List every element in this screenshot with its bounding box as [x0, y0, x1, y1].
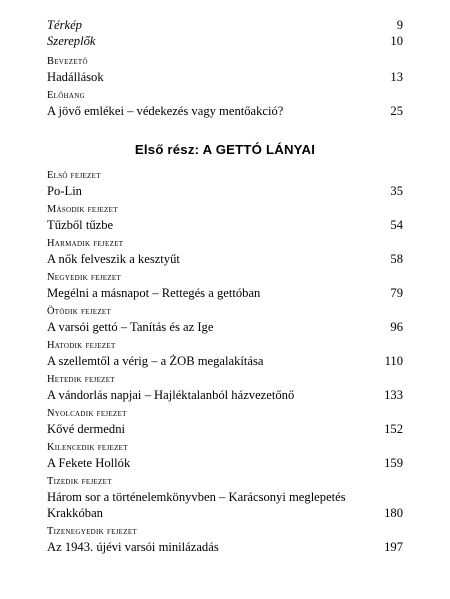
chapter-label: Nyolcadik fejezet	[47, 408, 127, 419]
section-label: Bevezető	[47, 56, 88, 67]
toc-entry-page: 25	[390, 104, 403, 118]
toc-entry-title: Szereplők	[47, 34, 96, 48]
toc-entry-title-line1: Három sor a történelemkönyvben – Karácsonyi meglepetés	[47, 490, 346, 504]
chapter-entry-2	[47, 203, 403, 233]
part-title: Első rész: A GETTÓ LÁNYAI	[134, 142, 316, 157]
chapter-label: Kilencedik fejezet	[47, 442, 128, 453]
toc-entry	[47, 319, 403, 335]
toc-entry	[47, 285, 403, 301]
chapter-entry-11	[47, 525, 403, 555]
toc-entry-page: 35	[390, 184, 403, 198]
chapter-entry-10	[47, 475, 403, 521]
chapter-entry-5	[47, 305, 403, 335]
toc-entry-title: A vándorlás napjai – Hajléktalanból házvezetőnő	[47, 388, 295, 402]
toc-entry-title-line2: Krakkóban	[47, 506, 103, 520]
chapter-entry-7	[47, 373, 403, 403]
toc-entry	[47, 505, 403, 521]
chapter-entry-3	[47, 237, 403, 267]
toc-block-intro	[47, 55, 403, 85]
chapter-entry-4	[47, 271, 403, 301]
toc-entry-title: Megélni a másnapot – Rettegés a gettóban	[47, 286, 261, 300]
chapter-label: Ötödik fejezet	[47, 306, 112, 317]
chapter-label: Első fejezet	[47, 170, 101, 181]
toc-entry-page: 10	[390, 34, 403, 48]
toc-entry	[47, 183, 403, 199]
chapter-label: Tizenegyedik fejezet	[47, 526, 137, 537]
toc-entry-characters	[47, 33, 403, 49]
toc-entry-title: Po-Lin	[47, 184, 82, 198]
toc-entry-page: 96	[390, 320, 403, 334]
toc-entry-page: 159	[384, 456, 403, 470]
toc-entry-page: 9	[396, 18, 403, 32]
toc-entry-page: 152	[384, 422, 403, 436]
chapter-entry-1	[47, 169, 403, 199]
toc-entry-title: Tűzből tűzbe	[47, 218, 114, 232]
chapter-entry-8	[47, 407, 403, 437]
chapter-label: Hatodik fejezet	[47, 340, 116, 351]
toc-entry	[47, 69, 403, 85]
chapter-entry-6	[47, 339, 403, 369]
toc-entry-page: 58	[390, 252, 403, 266]
toc-block-preface	[47, 89, 403, 119]
chapter-label: Harmadik fejezet	[47, 238, 124, 249]
chapter-label: Negyedik fejezet	[47, 272, 122, 283]
toc-entry-title: A szellemtől a vérig – a ŻOB megalakítása	[47, 354, 264, 368]
chapter-label: Tizedik fejezet	[47, 476, 112, 487]
toc-entry	[47, 421, 403, 437]
table-of-contents	[47, 17, 403, 555]
toc-entry-title: Térkép	[47, 18, 82, 32]
chapter-label: Hetedik fejezet	[47, 374, 115, 385]
toc-entry-page: 133	[384, 388, 403, 402]
toc-entry-map	[47, 17, 403, 33]
toc-entry	[47, 387, 403, 403]
section-label: Előhang	[47, 90, 85, 101]
chapter-label: Második fejezet	[47, 204, 118, 215]
toc-entry-title: Kővé dermedni	[47, 422, 125, 436]
toc-entry-title: A jövő emlékei – védekezés vagy mentőakció?	[47, 104, 284, 118]
toc-entry	[47, 539, 403, 555]
toc-entry-title: Az 1943. újévi varsói minilázadás	[47, 540, 219, 554]
toc-entry-title: A Fekete Hollók	[47, 456, 131, 470]
toc-entry-title: Hadállások	[47, 70, 104, 84]
chapter-entry-9	[47, 441, 403, 471]
toc-entry-page: 79	[390, 286, 403, 300]
toc-entry	[47, 455, 403, 471]
toc-entry	[47, 353, 403, 369]
toc-entry	[47, 217, 403, 233]
toc-entry-page: 197	[384, 540, 403, 554]
toc-entry-page: 110	[384, 354, 403, 368]
toc-entry-page: 54	[390, 218, 403, 232]
toc-entry-page: 180	[384, 506, 403, 520]
toc-entry-title: A varsói gettó – Tanítás és az Ige	[47, 320, 214, 334]
toc-entry	[47, 103, 403, 119]
toc-entry	[47, 251, 403, 267]
toc-entry-title: A nők felveszik a kesztyűt	[47, 252, 180, 266]
toc-entry-page: 13	[390, 70, 403, 84]
